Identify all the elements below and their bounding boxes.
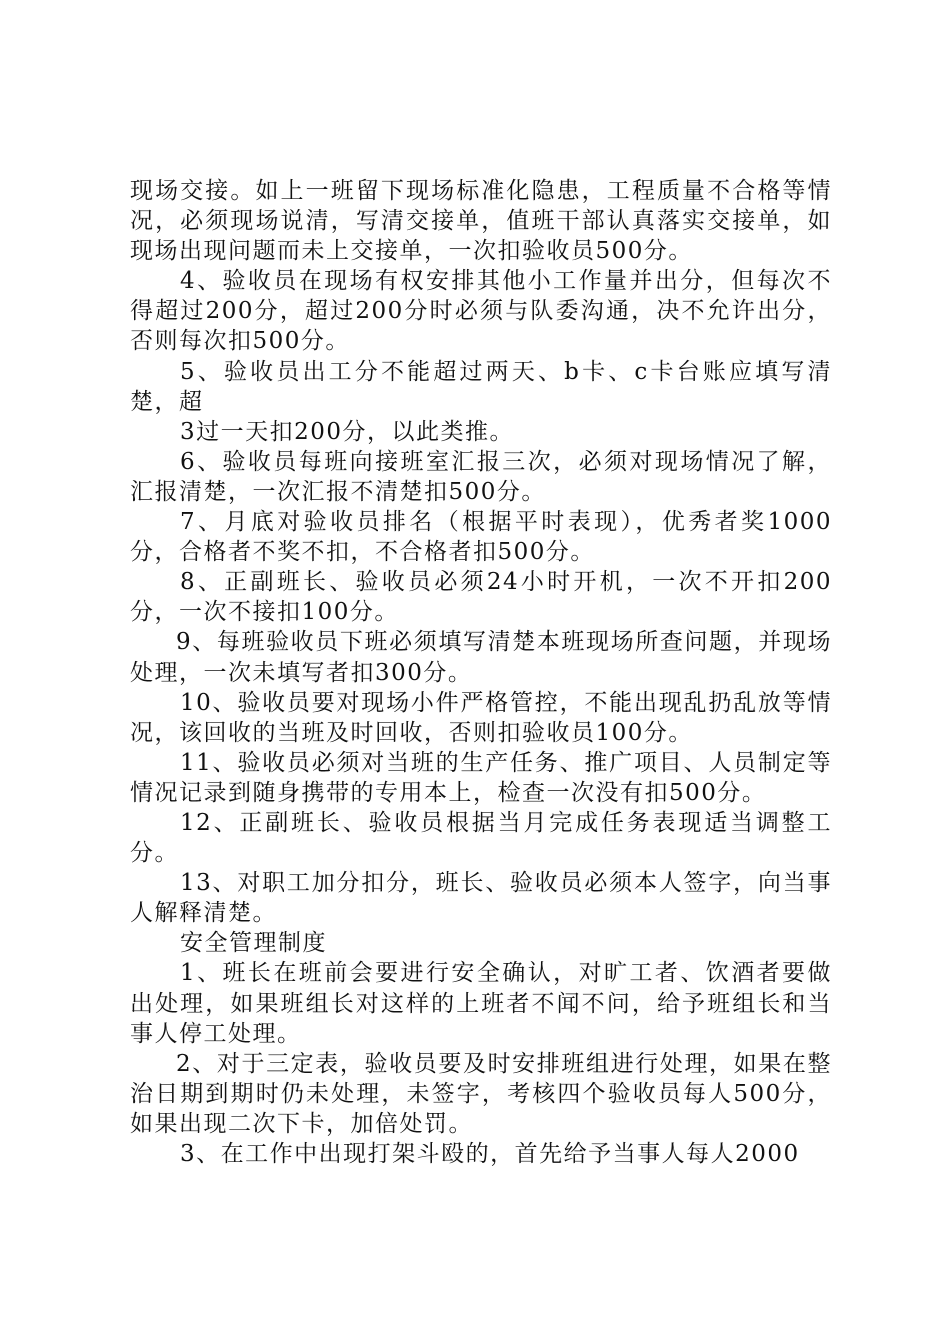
paragraph-rule-7: 7、月底对验收员排名（根据平时表现），优秀者奖1000分，合格者不奖不扣，不合格者扣500分。 [130, 509, 832, 566]
paragraph-handover: 现场交接。如上一班留下现场标准化隐患，工程质量不合格等情况，必须现场说清，写清交接单，值班干部认真落实交接单，如现场出现问题而未上交接单，一次扣验收员500分。 [130, 178, 832, 265]
paragraph-safety-3: 3、在工作中出现打架斗殴的，首先给予当事人每人2000 [180, 1141, 800, 1167]
paragraph-rule-12: 12、正副班长、验收员根据当月完成任务表现适当调整工分。 [130, 809, 832, 867]
paragraph-rule-10: 10、验收员要对现场小件严格管控，不能出现乱扔乱放等情况，该回收的当班及时回收，否则扣验收员100分。 [130, 689, 832, 746]
paragraph-rule-6: 6、验收员每班向接班室汇报三次，必须对现场情况了解，汇报清楚，一次汇报不清楚扣500分。 [130, 448, 832, 505]
paragraph-rule-5: 5、验收员出工分不能超过两天、b卡、c卡台账应填写清楚，超 [130, 358, 832, 415]
document-body [130, 176, 832, 1169]
paragraph-rule-4: 4、验收员在现场有权安排其他小工作量并出分，但每次不得超过200分，超过200分时必须与队委沟通，决不允许出分，否则每次扣500分。 [130, 268, 832, 355]
paragraph-rule-11: 11、验收员必须对当班的生产任务、推广项目、人员制定等情况记录到随身携带的专用本上，检查一次没有扣500分。 [130, 749, 832, 806]
paragraph-rule-8: 8、正副班长、验收员必须24小时开机，一次不开扣200分，一次不接扣100分。 [130, 569, 832, 626]
paragraph-rule-9: 9、每班验收员下班必须填写清楚本班现场所查问题，并现场处理，一次未填写者扣300分。 [130, 629, 832, 686]
paragraph-rule-13: 13、对职工加分扣分，班长、验收员必须本人签字，向当事人解释清楚。 [130, 870, 832, 927]
section-heading-safety: 安全管理制度 [180, 930, 327, 957]
paragraph-safety-1: 1、班长在班前会要进行安全确认，对旷工者、饮酒者要做出处理，如果班组长对这样的上班者不闻不问，给予班组长和当事人停工处理。 [130, 960, 832, 1047]
paragraph-safety-2: 2、对于三定表，验收员要及时安排班组进行处理，如果在整治日期到期时仍未处理，未签字，考核四个验收员每人500分，如果出现二次下卡，加倍处罚。 [130, 1050, 832, 1137]
paragraph-rule-5-continued: 3过一天扣200分，以此类推。 [180, 418, 515, 445]
